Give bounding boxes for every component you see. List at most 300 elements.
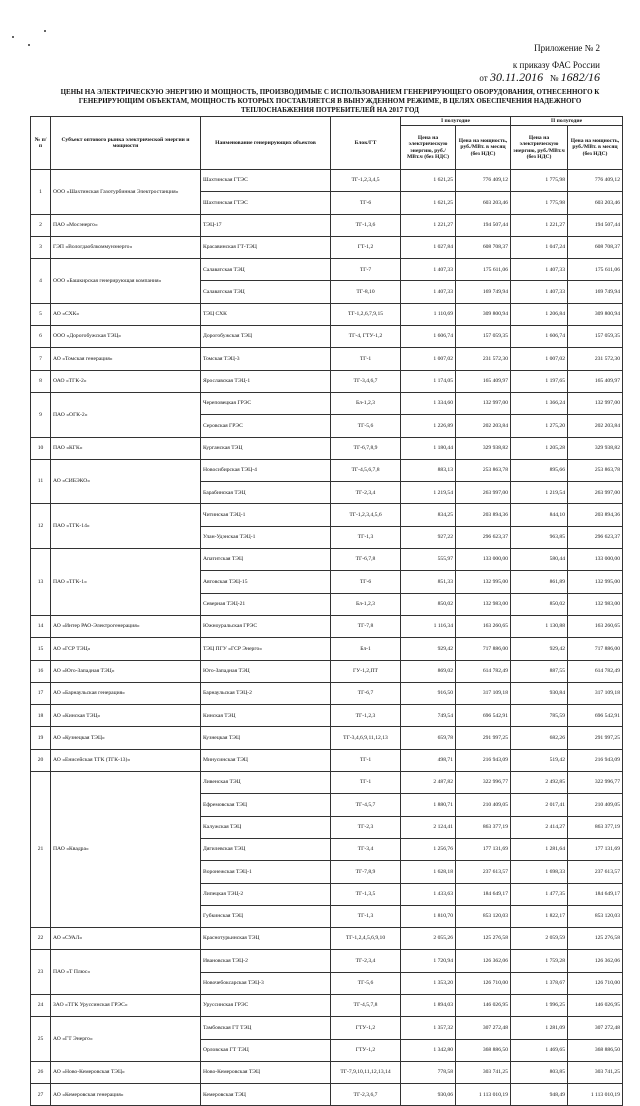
power-price-h1: 216 943,09 — [456, 749, 511, 771]
block-name: ТГ-3,4 — [331, 838, 401, 860]
subject-name: ООО «Дорогобужская ТЭЦ» — [51, 326, 201, 348]
power-price-h2: 132 995,00 — [568, 571, 623, 593]
station-name: Ефремовская ТЭЦ — [201, 794, 331, 816]
energy-price-h1: 869,02 — [401, 660, 456, 682]
table-row — [31, 459, 623, 481]
table-row — [31, 170, 623, 192]
block-name: ТГ-1 — [331, 749, 401, 771]
energy-price-h2: 948,49 — [511, 1084, 568, 1106]
power-price-h2: 126 710,00 — [568, 972, 623, 994]
energy-price-h2: 1 407,33 — [511, 281, 568, 303]
block-name: ТГ-8,10 — [331, 281, 401, 303]
subject-name: ПАО «Мосэнерго» — [51, 214, 201, 236]
power-price-h2: 717 886,00 — [568, 638, 623, 660]
block-name: ТГ-3,4,6,7 — [331, 370, 401, 392]
col-energy-price: Цена на электрическую энергию, руб./МВт.ч (без НДС) — [401, 126, 456, 170]
block-name: Бл-1 — [331, 638, 401, 660]
table-row — [31, 214, 623, 236]
power-price-h1: 177 131,69 — [456, 838, 511, 860]
block-name: ТГ-6,7 — [331, 682, 401, 704]
power-price-h1: 614 782,49 — [456, 660, 511, 682]
table-row — [31, 370, 623, 392]
table-row — [31, 236, 623, 258]
energy-price-h2: 1 822,17 — [511, 905, 568, 927]
power-price-h1: 368 886,50 — [456, 1039, 511, 1061]
table-row — [31, 259, 623, 281]
energy-price-h1: 1 007,02 — [401, 348, 456, 370]
block-name: ТГ-2,3,4 — [331, 950, 401, 972]
power-price-h2: 133 000,00 — [568, 549, 623, 571]
energy-price-h1: 2 124,41 — [401, 816, 456, 838]
table-row — [31, 303, 623, 325]
energy-price-h1: 930,06 — [401, 1084, 456, 1106]
station-name: Барнаульская ТЭЦ-2 — [201, 682, 331, 704]
block-name: ТГ-3,4,6,9,11,12,13 — [331, 727, 401, 749]
station-name: Красавинская ГТ-ТЭЦ — [201, 236, 331, 258]
block-name: ТГ-7,9,10,11,12,13,14 — [331, 1061, 401, 1083]
row-number: 18 — [31, 705, 51, 727]
energy-price-h1: 2 055,26 — [401, 928, 456, 950]
block-name: Бл-1,2,3 — [331, 593, 401, 615]
power-price-h2: 776 409,12 — [568, 170, 623, 192]
subject-name: ООО «Башкирская генерирующая компания» — [51, 259, 201, 304]
power-price-h1: 157 059,35 — [456, 326, 511, 348]
station-name: ТЭЦ-17 — [201, 214, 331, 236]
energy-price-h1: 850,02 — [401, 593, 456, 615]
energy-price-h1: 1 174,05 — [401, 370, 456, 392]
power-price-h2: 216 943,09 — [568, 749, 623, 771]
energy-price-h2: 844,10 — [511, 504, 568, 526]
block-name: ТГ-6,7,8 — [331, 549, 401, 571]
station-name: Ливенская ТЭЦ — [201, 772, 331, 794]
station-name: Серовская ГРЭС — [201, 415, 331, 437]
energy-price-h2: 1 130,88 — [511, 615, 568, 637]
energy-price-h2: 1 469,65 — [511, 1039, 568, 1061]
block-name: ТГ-1,2,3,4,5,6 — [331, 504, 401, 526]
block-name: ГУ-1,2,ПТ — [331, 660, 401, 682]
energy-price-h2: 1 366,24 — [511, 392, 568, 414]
station-name: Ивановская ТЭЦ-2 — [201, 950, 331, 972]
table-row — [31, 326, 623, 348]
power-price-h1: 125 276,58 — [456, 928, 511, 950]
energy-price-h1: 498,71 — [401, 749, 456, 771]
table-row — [31, 950, 623, 972]
subject-name: ПАО «ТГК-14» — [51, 504, 201, 549]
power-price-h1: 603 203,46 — [456, 192, 511, 214]
power-price-h1: 853 120,03 — [456, 905, 511, 927]
subject-name: ЗАО «ТГК Уруссинская ГРЭС» — [51, 994, 201, 1016]
energy-price-h1: 851,33 — [401, 571, 456, 593]
col-num: № п/п — [31, 117, 51, 170]
station-name: Юго-Западная ТЭЦ — [201, 660, 331, 682]
station-name: Курганская ТЭЦ — [201, 437, 331, 459]
energy-price-h2: 682,26 — [511, 727, 568, 749]
station-name: Минусинская ТЭЦ — [201, 749, 331, 771]
power-price-h2: 146 026,95 — [568, 994, 623, 1016]
power-price-h2: 329 938,82 — [568, 437, 623, 459]
power-price-h2: 237 613,57 — [568, 861, 623, 883]
power-price-h2: 322 996,77 — [568, 772, 623, 794]
row-number: 22 — [31, 928, 51, 950]
energy-price-h2: 803,85 — [511, 1061, 568, 1083]
subject-name: АО «ГСР ТЭЦ» — [51, 638, 201, 660]
energy-price-h2: 1 275,20 — [511, 415, 568, 437]
power-price-h2: 307 272,48 — [568, 1017, 623, 1039]
energy-price-h1: 1 334,60 — [401, 392, 456, 414]
station-name: Орловская ГТ ТЭЦ — [201, 1039, 331, 1061]
energy-price-h2: 887,55 — [511, 660, 568, 682]
row-number: 1 — [31, 170, 51, 215]
power-price-h2: 132 997,00 — [568, 392, 623, 414]
energy-price-h1: 1 357,32 — [401, 1017, 456, 1039]
row-number: 16 — [31, 660, 51, 682]
energy-price-h2: 1 407,33 — [511, 259, 568, 281]
power-price-h1: 194 507,44 — [456, 214, 511, 236]
row-number: 17 — [31, 682, 51, 704]
station-name: Читинская ТЭЦ-1 — [201, 504, 331, 526]
energy-price-h2: 1 698,33 — [511, 861, 568, 883]
energy-price-h1: 659,78 — [401, 727, 456, 749]
energy-price-h1: 1 353,20 — [401, 972, 456, 994]
energy-price-h1: 1 880,71 — [401, 794, 456, 816]
power-price-h1: 296 623,37 — [456, 526, 511, 548]
block-name: ГТ-1,2 — [331, 236, 401, 258]
table-row — [31, 682, 623, 704]
power-price-h1: 132 995,00 — [456, 571, 511, 593]
power-price-h1: 263 997,00 — [456, 482, 511, 504]
power-price-h2: 210 409,05 — [568, 794, 623, 816]
subject-name: ГЭП «Вологдаоблкоммунэнерго» — [51, 236, 201, 258]
appendix-label: Приложение № 2 — [534, 43, 600, 53]
from-label: от — [479, 73, 488, 83]
power-price-h2: 126 362,06 — [568, 950, 623, 972]
station-name: Новосибирская ТЭЦ-4 — [201, 459, 331, 481]
energy-price-h1: 929,42 — [401, 638, 456, 660]
power-price-h1: 309 800,94 — [456, 303, 511, 325]
energy-price-h2: 1 221,27 — [511, 214, 568, 236]
energy-price-h1: 1 256,76 — [401, 838, 456, 860]
power-price-h1: 175 611,06 — [456, 259, 511, 281]
energy-price-h1: 749,54 — [401, 705, 456, 727]
energy-price-h2: 1 219,54 — [511, 482, 568, 504]
power-price-h1: 210 409,05 — [456, 794, 511, 816]
power-price-h2: 169 749,94 — [568, 281, 623, 303]
energy-price-h1: 1 628,18 — [401, 861, 456, 883]
block-name: ТГ-6,7,8,9 — [331, 437, 401, 459]
block-name: ТГ-1,2,6,7,9,15 — [331, 303, 401, 325]
row-number: 19 — [31, 727, 51, 749]
energy-price-h2: 2 492,85 — [511, 772, 568, 794]
table-row — [31, 437, 623, 459]
subject-name: АО «Интер РАО-Электрогенерация» — [51, 615, 201, 637]
power-price-h1: 307 272,48 — [456, 1017, 511, 1039]
col-power-price: Цена на мощность, руб./МВт. в месяц (без НДС) — [456, 126, 511, 170]
station-name: Воронежская ТЭЦ-1 — [201, 861, 331, 883]
power-price-h1: 184 649,17 — [456, 883, 511, 905]
power-price-h2: 203 894,36 — [568, 504, 623, 526]
power-price-h2: 194 507,44 — [568, 214, 623, 236]
power-price-h2: 296 623,37 — [568, 526, 623, 548]
energy-price-h1: 1 116,34 — [401, 615, 456, 637]
table-row — [31, 348, 623, 370]
energy-price-h1: 1 407,33 — [401, 281, 456, 303]
energy-price-h2: 2 414,27 — [511, 816, 568, 838]
station-name: ТЭЦ СХК — [201, 303, 331, 325]
energy-price-h2: 1 281,64 — [511, 838, 568, 860]
table-row — [31, 1084, 623, 1106]
energy-price-h1: 778,58 — [401, 1061, 456, 1083]
energy-price-h2: 861,89 — [511, 571, 568, 593]
power-price-h1: 776 409,12 — [456, 170, 511, 192]
power-price-h1: 608 708,37 — [456, 236, 511, 258]
energy-price-h1: 883,13 — [401, 459, 456, 481]
power-price-h1: 863 377,19 — [456, 816, 511, 838]
energy-price-h2: 963,85 — [511, 526, 568, 548]
table-row — [31, 1017, 623, 1039]
order-date-line — [479, 71, 600, 84]
power-price-h2: 309 800,94 — [568, 303, 623, 325]
subject-name: АО «СУАЛ» — [51, 928, 201, 950]
energy-price-h1: 1 180,44 — [401, 437, 456, 459]
energy-price-h2: 1 007,02 — [511, 348, 568, 370]
power-price-h2: 614 782,49 — [568, 660, 623, 682]
power-price-h2: 231 572,30 — [568, 348, 623, 370]
power-price-h2: 125 276,58 — [568, 928, 623, 950]
energy-price-h2: 785,59 — [511, 705, 568, 727]
power-price-h2: 177 131,69 — [568, 838, 623, 860]
power-price-h2: 696 542,91 — [568, 705, 623, 727]
station-name: Череповецкая ГРЭС — [201, 392, 331, 414]
table-row — [31, 1061, 623, 1083]
energy-price-h2: 2 059,59 — [511, 928, 568, 950]
row-number: 9 — [31, 392, 51, 437]
power-price-h2: 608 708,37 — [568, 236, 623, 258]
row-number: 8 — [31, 370, 51, 392]
col-energy-price: Цена на электрическую энергию, руб./МВт.ч (без НДС) — [511, 126, 568, 170]
block-name: ТГ-1,2,4,5,6,9,10 — [331, 928, 401, 950]
energy-price-h2: 1 281,09 — [511, 1017, 568, 1039]
document-header — [479, 42, 600, 84]
power-price-h1: 163 260,65 — [456, 615, 511, 637]
subject-name: АО «Кузнецкая ТЭЦ» — [51, 727, 201, 749]
block-name: ГТУ-1,2 — [331, 1039, 401, 1061]
station-name: Северная ТЭЦ-21 — [201, 593, 331, 615]
energy-price-h2: 1 206,84 — [511, 303, 568, 325]
power-price-h2: 303 741,25 — [568, 1061, 623, 1083]
energy-price-h2: 895,66 — [511, 459, 568, 481]
row-number: 11 — [31, 459, 51, 504]
energy-price-h1: 1 407,33 — [401, 259, 456, 281]
row-number: 2 — [31, 214, 51, 236]
table-row — [31, 638, 623, 660]
energy-price-h1: 1 226,89 — [401, 415, 456, 437]
block-name: ТГ-7,8 — [331, 615, 401, 637]
table-row — [31, 615, 623, 637]
subject-name: ООО «Шахтинская Газотурбинная Электростанция» — [51, 170, 201, 215]
energy-price-h2: 1 775,98 — [511, 192, 568, 214]
row-number: 7 — [31, 348, 51, 370]
station-name: Апатитская ТЭЦ — [201, 549, 331, 571]
block-name: ТГ-4,5,6,7,8 — [331, 459, 401, 481]
block-name: ТГ-6 — [331, 192, 401, 214]
power-price-h1: 237 613,57 — [456, 861, 511, 883]
station-name: Калужская ТЭЦ — [201, 816, 331, 838]
station-name: Автовская ТЭЦ-15 — [201, 571, 331, 593]
document-title: ЦЕНЫ НА ЭЛЕКТРИЧЕСКУЮ ЭНЕРГИЮ И МОЩНОСТЬ, ПРОИЗВОДИМЫЕ С ИСПОЛЬЗОВАНИЕМ ГЕНЕРИРУЮЩЕГО ОБОРУДОВАНИЯ, ОТНЕСЕННОГО К ГЕНЕРИРУЮЩИМ ОБЪЕКТАМ, МОЩНОСТЬ КОТОРЫХ ПОСТАВЛЯЕТСЯ В ВЫНУЖДЕННОМ РЕЖИМЕ, В ЦЕЛЯХ ОБЕСПЕЧЕНИЯ НАДЕЖНОГО ТЕПЛОСНАБЖЕНИЯ ПОТРЕБИТЕЛЕЙ НА 2017 ГОД — [60, 88, 600, 114]
table-row — [31, 727, 623, 749]
power-price-h2: 163 260,65 — [568, 615, 623, 637]
station-name: Кинская ТЭЦ — [201, 705, 331, 727]
station-name: Южноуральская ГРЭС — [201, 615, 331, 637]
power-price-h2: 165 409,97 — [568, 370, 623, 392]
order-line: к приказу ФАС России — [512, 60, 600, 70]
power-price-h1: 126 362,06 — [456, 950, 511, 972]
energy-price-h1: 1 621,25 — [401, 192, 456, 214]
power-price-h2: 253 863,78 — [568, 459, 623, 481]
scan-speck — [44, 30, 46, 32]
station-name: Новочебоксарская ТЭЦ-3 — [201, 972, 331, 994]
power-price-h1: 126 710,00 — [456, 972, 511, 994]
subject-name: ПАО «КГК» — [51, 437, 201, 459]
power-price-h2: 291 997,25 — [568, 727, 623, 749]
station-name: Уруссинская ГРЭС — [201, 994, 331, 1016]
subject-name: ПАО «ТГК-1» — [51, 549, 201, 616]
col-half1: I полугодие — [401, 117, 511, 126]
power-price-h2: 368 886,50 — [568, 1039, 623, 1061]
power-price-h1: 165 409,97 — [456, 370, 511, 392]
scan-speck — [28, 44, 30, 46]
energy-price-h1: 834,25 — [401, 504, 456, 526]
table-row — [31, 660, 623, 682]
block-name: ТГ-6 — [331, 571, 401, 593]
energy-price-h1: 1 342,80 — [401, 1039, 456, 1061]
power-price-h2: 603 203,46 — [568, 192, 623, 214]
subject-name: АО «Юго-Западная ТЭЦ» — [51, 660, 201, 682]
col-block: Блок/ГТ — [331, 117, 401, 170]
energy-price-h2: 1 606,74 — [511, 326, 568, 348]
block-name: ТГ-4,5,7,8 — [331, 994, 401, 1016]
power-price-h1: 291 997,25 — [456, 727, 511, 749]
energy-price-h2: 850,02 — [511, 593, 568, 615]
station-name: Томская ТЭЦ-3 — [201, 348, 331, 370]
subject-name: АО «Енисейская ТГК (ТГК-13)» — [51, 749, 201, 771]
energy-price-h1: 1 221,27 — [401, 214, 456, 236]
energy-price-h1: 1 720,94 — [401, 950, 456, 972]
col-subject: Субъект оптового рынка электрической энергии и мощности — [51, 117, 201, 170]
block-name: ТГ-1,2,3,4,5 — [331, 170, 401, 192]
block-name: ТГ-1,2,3 — [331, 705, 401, 727]
energy-price-h2: 580,44 — [511, 549, 568, 571]
power-price-h1: 146 026,95 — [456, 994, 511, 1016]
station-name: Кемеровская ТЭЦ — [201, 1084, 331, 1106]
block-name: ГТУ-1,2 — [331, 1017, 401, 1039]
table-row — [31, 749, 623, 771]
row-number: 26 — [31, 1061, 51, 1083]
block-name: ТГ-2,3,4 — [331, 482, 401, 504]
row-number: 20 — [31, 749, 51, 771]
station-name: Краснотурьинская ТЭЦ — [201, 928, 331, 950]
power-price-h1: 717 886,00 — [456, 638, 511, 660]
energy-price-h2: 519,42 — [511, 749, 568, 771]
row-number: 14 — [31, 615, 51, 637]
row-number: 27 — [31, 1084, 51, 1106]
block-name: ТГ-7,8,9 — [331, 861, 401, 883]
subject-name: АО «СХК» — [51, 303, 201, 325]
block-name: ТГ-1,3 — [331, 526, 401, 548]
power-price-h1: 203 894,36 — [456, 504, 511, 526]
subject-name: АО «Барнаульская генерация» — [51, 682, 201, 704]
energy-price-h2: 930,84 — [511, 682, 568, 704]
station-name: Кузнецкая ТЭЦ — [201, 727, 331, 749]
block-name: ТГ-2,3 — [331, 816, 401, 838]
power-price-h2: 175 611,06 — [568, 259, 623, 281]
block-name: ТГ-1 — [331, 772, 401, 794]
energy-price-h2: 1 197,65 — [511, 370, 568, 392]
row-number: 23 — [31, 950, 51, 995]
station-name: ТЭЦ ПГУ «ГСР Энерго» — [201, 638, 331, 660]
number-label: № — [549, 73, 559, 83]
energy-price-h1: 927,22 — [401, 526, 456, 548]
row-number: 24 — [31, 994, 51, 1016]
block-name: ТГ-5,6 — [331, 415, 401, 437]
energy-price-h2: 1 759,28 — [511, 950, 568, 972]
block-name: Бл-1,2,3 — [331, 392, 401, 414]
subject-name: АО «Томская генерация» — [51, 348, 201, 370]
power-price-h1: 253 863,78 — [456, 459, 511, 481]
col-power-price: Цена на мощность, руб./МВт. в месяц (без НДС) — [568, 126, 623, 170]
energy-price-h1: 555,97 — [401, 549, 456, 571]
block-name: ТГ-5,6 — [331, 972, 401, 994]
energy-price-h1: 916,50 — [401, 682, 456, 704]
price-table — [30, 116, 623, 1106]
power-price-h2: 132 983,00 — [568, 593, 623, 615]
row-number: 12 — [31, 504, 51, 549]
power-price-h1: 132 997,00 — [456, 392, 511, 414]
block-name: ТГ-1,3,5 — [331, 883, 401, 905]
table-row — [31, 705, 623, 727]
power-price-h1: 169 749,94 — [456, 281, 511, 303]
energy-price-h2: 2 017,41 — [511, 794, 568, 816]
power-price-h2: 263 997,00 — [568, 482, 623, 504]
energy-price-h1: 1 433,63 — [401, 883, 456, 905]
energy-price-h1: 1 621,25 — [401, 170, 456, 192]
station-name: Липецкая ТЭЦ-2 — [201, 883, 331, 905]
station-name: Барабинская ТЭЦ — [201, 482, 331, 504]
power-price-h1: 322 996,77 — [456, 772, 511, 794]
power-price-h1: 696 542,91 — [456, 705, 511, 727]
block-name: ТГ-4,5,7 — [331, 794, 401, 816]
power-price-h2: 184 649,17 — [568, 883, 623, 905]
power-price-h2: 317 109,18 — [568, 682, 623, 704]
energy-price-h1: 1 110,69 — [401, 303, 456, 325]
station-name: Салаватская ТЭЦ — [201, 281, 331, 303]
row-number: 4 — [31, 259, 51, 304]
energy-price-h2: 1 047,24 — [511, 236, 568, 258]
energy-price-h2: 1 996,25 — [511, 994, 568, 1016]
col-half2: II полугодие — [511, 117, 623, 126]
block-name: ТГ-1,3,6 — [331, 214, 401, 236]
subject-name: ПАО «Квадра» — [51, 772, 201, 928]
station-name: Тамбовская ГТ ТЭЦ — [201, 1017, 331, 1039]
power-price-h2: 853 120,03 — [568, 905, 623, 927]
row-number: 6 — [31, 326, 51, 348]
block-name: ТГ-4, ГТУ-1,2 — [331, 326, 401, 348]
power-price-h2: 863 377,19 — [568, 816, 623, 838]
energy-price-h1: 1 894,03 — [401, 994, 456, 1016]
energy-price-h2: 1 205,28 — [511, 437, 568, 459]
table-row — [31, 772, 623, 794]
station-name: Дягилевская ТЭЦ — [201, 838, 331, 860]
